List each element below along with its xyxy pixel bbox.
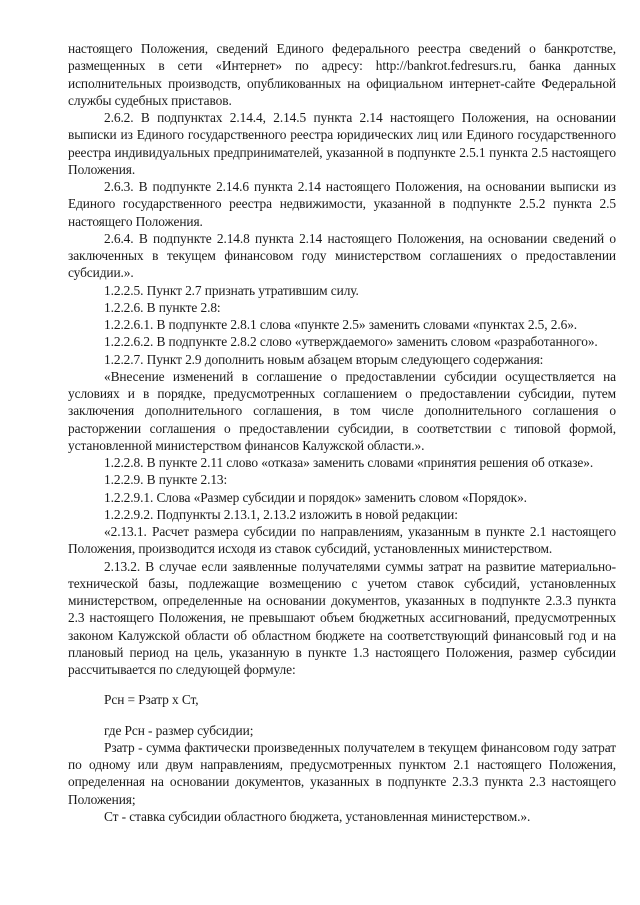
paragraph-1-2-2-6: 1.2.2.6. В пункте 2.8:: [104, 299, 221, 315]
paragraph-1-2-2-9: 1.2.2.9. В пункте 2.13:: [104, 472, 228, 488]
formula-definition-rsn: где Рсн - размер субсидии;: [104, 722, 254, 738]
paragraph-1-2-2-6-1: 1.2.2.6.1. В подпункте 2.8.1 слова «пункте 2.5» заменить словами «пунктах 2.5, 2.6».: [104, 317, 578, 332]
paragraph-2-6-4: 2.6.4. В подпункте 2.14.8 пункта 2.14 настоящего Положения, на основании сведений о заключенных в текущем финансовом году министерством соглашениях о предоставлении субсидии.».: [68, 230, 616, 281]
paragraph-1-2-2-7: 1.2.2.7. Пункт 2.9 дополнить новым абзацем вторым следующего содержания:: [104, 351, 544, 367]
document-body: [68, 40, 616, 825]
paragraph-2-6-2: 2.6.2. В подпунктах 2.14.4, 2.14.5 пункта 2.14 настоящего Положения, на основании выписки из Единого государственного реестра юридических лиц или Единого государственного реестра индивидуальных предпринимателей, указанной в подпункте 2.5.1 пункта 2.5 настоящего Положения.: [68, 110, 616, 177]
paragraph-1-2-2-8: 1.2.2.8. В пункте 2.11 слово «отказа» заменить словами «принятия решения об отказе».: [104, 455, 594, 470]
formula-definition-st: Ст - ставка субсидии областного бюджета, установленная министерством.».: [104, 808, 531, 824]
formula-definition-rzatr: Рзатр - сумма фактически произведенных получателем в текущем финансовом году затрат по одному или двум направлениям, предусмотренных пунктом 2.1 настоящего Положения, определенная на основании документов, указанных в подпункте 2.3.3 пункта 2.3 настоящего Положения;: [68, 739, 616, 807]
formula: Рсн = Рзатр х Ст,: [104, 692, 199, 708]
paragraph-2-13-1: «2.13.1. Расчет размера субсидии по направлениям, указанным в пункте 2.1 настоящего Положения, производится исходя из ставок субсидий, установленных министерством.: [68, 524, 616, 557]
paragraph-continuation: настоящего Положения, сведений Единого федерального реестра сведений о банкротстве, размещенных в сети «Интернет» по адресу: http://bankrot.fedresurs.ru, банка данных исполнительных производств, опубликованных на официальном интернет-сайте Федеральной службы судебных приставов.: [68, 41, 616, 108]
paragraph-1-2-2-9-1: 1.2.2.9.1. Слова «Размер субсидии и порядок» заменить словом «Порядок».: [104, 489, 527, 505]
paragraph-1-2-2-9-2: 1.2.2.9.2. Подпункты 2.13.1, 2.13.2 изложить в новой редакции:: [104, 506, 458, 522]
paragraph-2-6-3: 2.6.3. В подпункте 2.14.6 пункта 2.14 настоящего Положения, на основании выписки из Единого государственного реестра недвижимости, указанной в подпункте 2.5.2 пункта 2.5 настоящего Положения.: [68, 179, 616, 229]
paragraph-1-2-2-6-2: 1.2.2.6.2. В подпункте 2.8.2 слово «утверждаемого» заменить словом «разработанного».: [104, 334, 598, 350]
paragraph-2-13-2: 2.13.2. В случае если заявленные получателями суммы затрат на развитие материально-технической базы, подлежащие возмещению с учетом ставок субсидий, установленных министерством, определенные на основании документов, указанных в подпункте 2.3.3 пункта 2.3 настоящего Положения, не превышают объем бюджетных ассигнований, предусмотренных законом Калужской области об областном бюджете на соответствующий финансовый год и на плановый период на цель, указанную в пункте 1.3 настоящего Положения, размер субсидии рассчитывается по следующей формуле:: [68, 558, 616, 677]
paragraph-quoted-amendment: «Внесение изменений в соглашение о предоставлении субсидии осуществляется на условиях и в порядке, предусмотренных соглашением о предоставлении субсидии, путем заключения дополнительного соглашения, в том числе дополнительного соглашения о расторжении соглашения о предоставлении субсидии, в соответствии с типовой формой, установленной министерством финансов Калужской области.».: [68, 368, 616, 453]
paragraph-1-2-2-5: 1.2.2.5. Пункт 2.7 признать утратившим силу.: [104, 282, 359, 298]
